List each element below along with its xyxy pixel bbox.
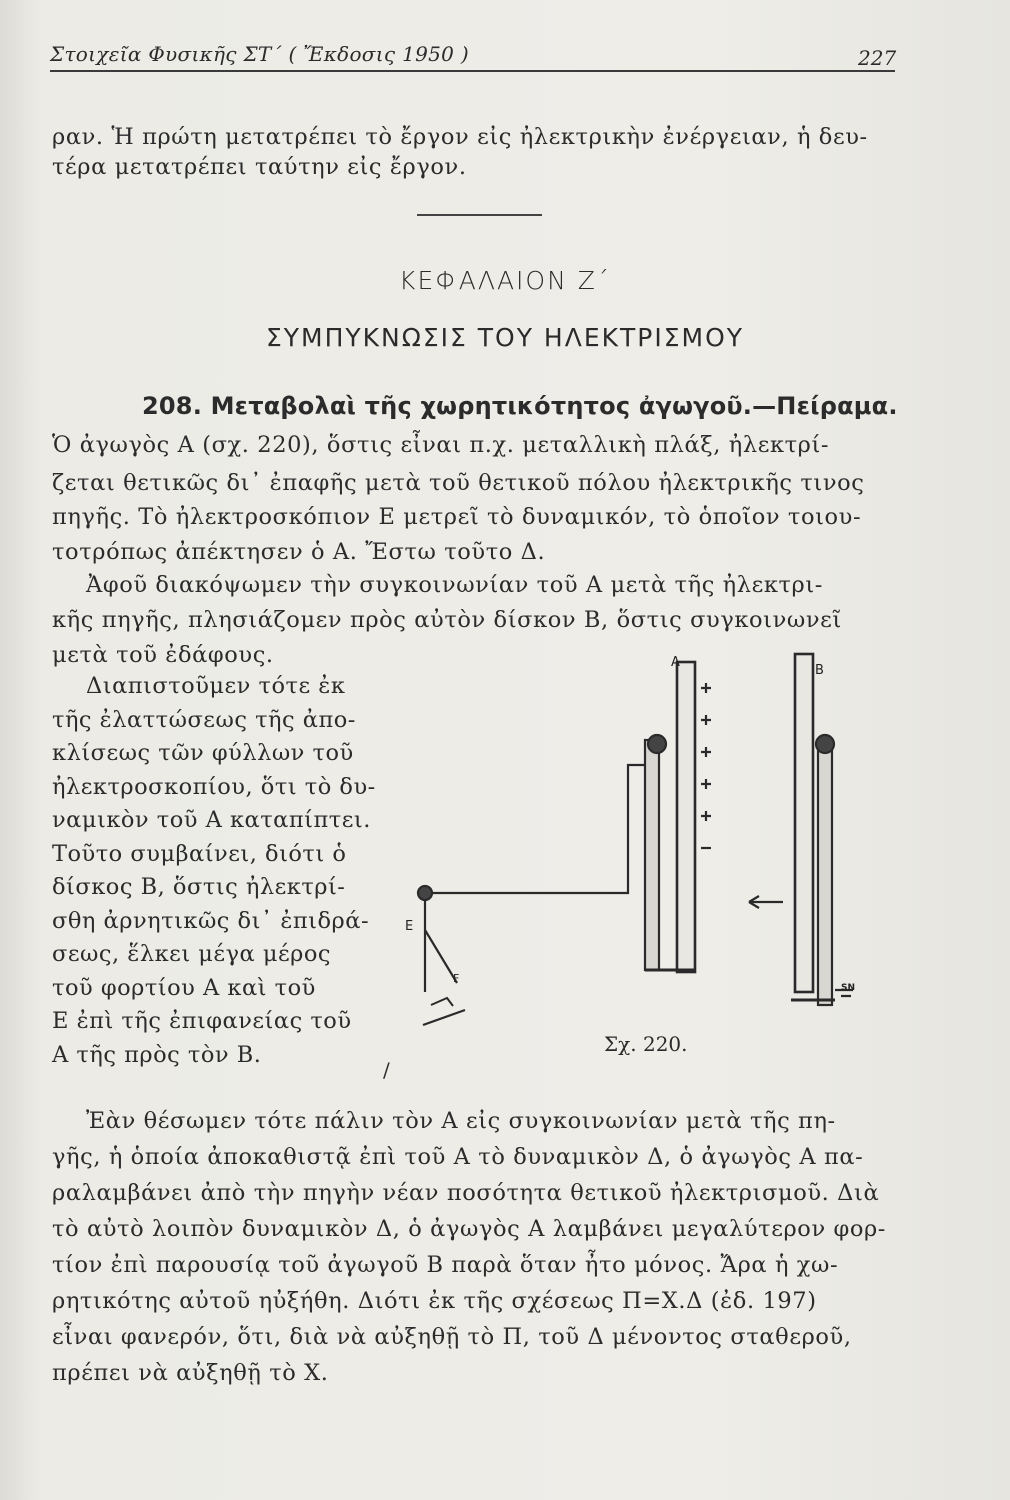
column-line: τοῦ φορτίου Α καὶ τοῦ — [52, 974, 316, 1001]
column-line: Τοῦτο συμβαίνει, διότι ὁ — [52, 840, 347, 867]
figure-label-a: A — [671, 655, 680, 670]
electroscope-knob — [418, 886, 432, 900]
final-line: εἶναι φανερόν, ὅτι, διὰ νὰ αὐξηθῇ τὸ Π, τοῦ Δ μένοντος σταθεροῦ, — [52, 1324, 852, 1350]
figure-label-f: F — [453, 972, 460, 985]
chapter-title: ΣΥΜΠΥΚΝΩΣΙΣ ΤΟΥ ΗΛΕΚΤΡΙΣΜΟΥ — [265, 323, 745, 352]
disk-b-stand — [818, 740, 832, 1005]
final-line: ραλαμβάνει ἀπὸ τὴν πηγὴν νέαν ποσότητα θετικοῦ ἠλεκτρισμοῦ. Διὰ — [52, 1180, 880, 1206]
intro-line-2: τέρα μετατρέπει ταύτην εἰς ἔργον. — [52, 154, 467, 180]
body-line: Ἀφοῦ διακόψωμεν τὴν συγκοινωνίαν τοῦ Α μετὰ τῆς ἠλεκτρι- — [86, 572, 824, 598]
column-line: Διαπιστοῦμεν τότε ἐκ — [86, 673, 346, 699]
column-line: ναμικὸν τοῦ Α καταπίπτει. — [52, 807, 371, 833]
column-line: τῆς ἐλαττώσεως τῆς ἀπο- — [52, 706, 356, 733]
figure-label-b: B — [815, 663, 824, 678]
body-line: τοτρόπως ἀπέκτησεν ὁ Α. Ἔστω τοῦτο Δ. — [52, 539, 546, 565]
chapter-label: ΚΕΦΑΛΑΙΟΝ Ζ΄ — [399, 266, 611, 295]
body-line: Ὁ ἀγωγὸς Α (σχ. 220), ὅστις εἶναι π.χ. μεταλλικὴ πλάξ, ἠλεκτρί- — [52, 432, 830, 458]
final-line: τὸ αὐτὸ λοιπὸν δυναμικὸν Δ, ὁ ἀγωγὸς Α λαμβάνει μεγαλύτερον φορ- — [52, 1216, 887, 1242]
conductor-a-stand — [645, 740, 659, 970]
electroscope-base — [431, 998, 453, 1006]
column-line: σθη ἀρνητικῶς δι᾽ ἐπιδρά- — [52, 907, 370, 934]
electroscope-pointer — [423, 1010, 465, 1025]
connecting-wire — [432, 765, 645, 893]
section-separator — [417, 214, 542, 216]
body-line: κῆς πηγῆς, πλησιάζομεν πρὸς αὐτὸν δίσκον Β, ὅστις συγκοινωνεῖ — [52, 607, 842, 633]
figure-caption: Σχ. 220. — [604, 1032, 688, 1056]
header-rule — [50, 70, 895, 72]
conductor-a-knob — [648, 735, 666, 753]
column-line: δίσκος Β, ὅστις ἠλεκτρί- — [52, 874, 346, 900]
intro-line-1: ραν. Ἡ πρώτη μετατρέπει τὸ ἔργον εἰς ἠλεκτρικὴν ἐνέργειαν, ἡ δευ- — [52, 124, 868, 150]
section-heading: 208. Μεταβολαὶ τῆς χωρητικότητος ἀγωγοῦ.—Πείραμα. — [142, 392, 898, 420]
figure-label-e: E — [405, 919, 414, 934]
final-line: Ἐὰν θέσωμεν τότε πάλιν τὸν Α εἰς συγκοινωνίαν μετὰ τῆς πη- — [86, 1108, 836, 1134]
capacitor-experiment-figure — [395, 640, 875, 1060]
side-column-text — [52, 670, 374, 1072]
column-line: Ε ἐπὶ τῆς ἐπιφανείας τοῦ — [52, 1008, 352, 1034]
final-line: πρέπει νὰ αὐξηθῇ τὸ Χ. — [52, 1360, 329, 1386]
charge-plus — [701, 811, 711, 821]
final-line: τίον ἐπὶ παρουσίᾳ τοῦ ἀγωγοῦ Β παρὰ ὅταν ἦτο μόνος. Ἄρα ἡ χω- — [52, 1252, 839, 1278]
disk-b-knob — [816, 735, 834, 753]
charge-plus — [701, 683, 711, 693]
disk-b-plate — [795, 654, 813, 992]
running-header-title: Στοιχεῖα Φυσικῆς ΣΤ΄ ( Ἔκδοσις 1950 ) — [50, 42, 469, 66]
charge-plus — [701, 747, 711, 757]
body-line: ζεται θετικῶς δι᾽ ἐπαφῆς μετὰ τοῦ θετικοῦ πόλου ἠλεκτρικῆς τινος — [52, 470, 865, 496]
body-line: μετὰ τοῦ ἐδάφους. — [52, 642, 274, 668]
body-line: πηγῆς. Τὸ ἠλεκτροσκόπιον Ε μετρεῖ τὸ δυναμικόν, τὸ ὁποῖον τοιου- — [52, 504, 862, 530]
page-number: 227 — [858, 46, 897, 70]
column-line: ἠλεκτροσκοπίου, ὅτι τὸ δυ- — [52, 773, 376, 800]
charge-plus — [701, 715, 711, 725]
charge-plus — [701, 779, 711, 789]
column-line: σεως, ἕλκει μέγα μέρος — [52, 941, 332, 967]
conductor-a-plate — [677, 662, 695, 972]
figure-label-sn: SN — [841, 983, 856, 993]
column-line: Α τῆς πρὸς τὸν Β. — [52, 1041, 262, 1068]
final-line: ρητικότης αὐτοῦ ηὐξήθη. Διότι ἐκ τῆς σχέσεως Π=Χ.Δ (ἐδ. 197) — [52, 1288, 817, 1314]
final-line: γῆς, ἡ ὁποία ἀποκαθιστᾷ ἐπὶ τοῦ Α τὸ δυναμικὸν Δ, ὁ ἀγωγὸς Α πα- — [52, 1144, 864, 1170]
column-line: κλίσεως τῶν φύλλων τοῦ — [52, 740, 354, 766]
stray-mark: / — [383, 1058, 390, 1082]
